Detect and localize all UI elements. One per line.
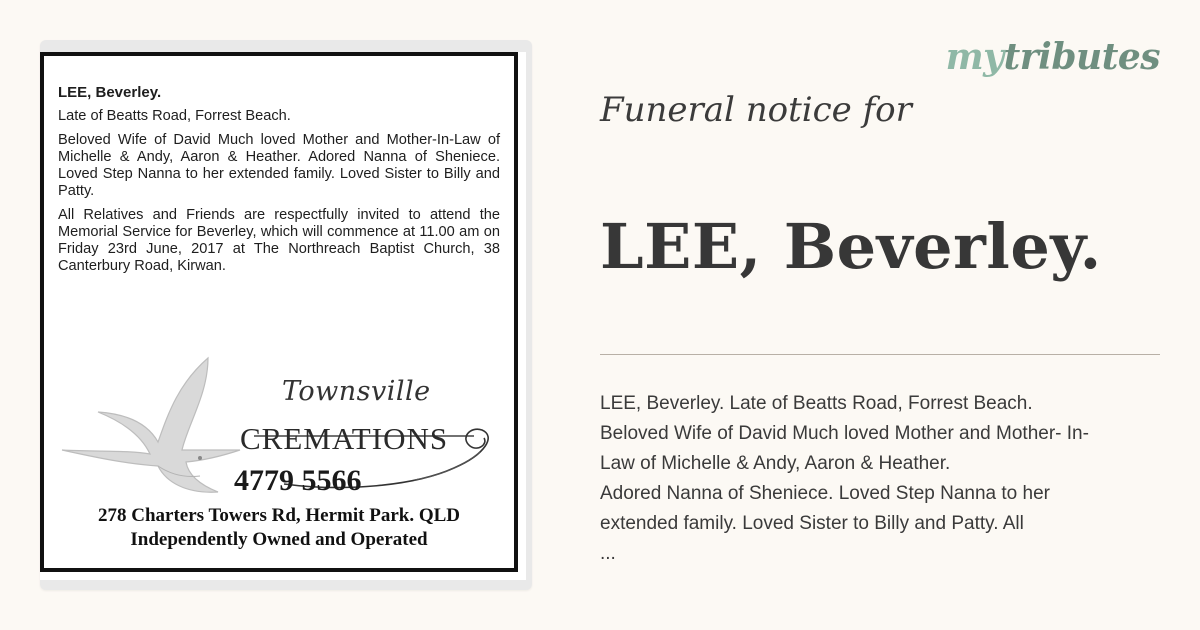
notice-excerpt [600, 389, 1180, 569]
divider [600, 354, 1160, 355]
funeral-home-tagline: Independently Owned and Operated [130, 529, 428, 550]
dove-icon [58, 354, 248, 504]
excerpt-line: extended family. Loved Sister to Billy and Patty. All [600, 513, 1024, 534]
notice-border [40, 52, 518, 572]
excerpt-line: Beloved Wife of David Much loved Mother and Mother- In- [600, 423, 1089, 444]
funeral-home-name-line2: CREMATIONS [240, 421, 449, 456]
notice-text-block [58, 84, 500, 282]
excerpt-ellipsis: ... [600, 543, 616, 564]
excerpt-line: LEE, Beverley. Late of Beatts Road, Forrest Beach. [600, 393, 1033, 414]
mytributes-logo[interactable] [946, 36, 1160, 78]
logo-my: my [945, 36, 1004, 78]
notice-image-card [40, 40, 532, 590]
excerpt-line: Adored Nanna of Sheniece. Loved Step Nanna to her [600, 483, 1050, 504]
funeral-home-address: 278 Charters Towers Rd, Hermit Park. QLD [97, 505, 461, 526]
notice-name: LEE, Beverley. [58, 84, 162, 101]
funeral-home-address-block [44, 504, 514, 552]
logo-tributes: tributes [1003, 36, 1160, 78]
funeral-home-name-line1: Townsville [282, 376, 431, 407]
funeral-home-phone: 4779 5566 [234, 464, 362, 497]
deceased-name: LEE, Beverley. [600, 210, 1102, 283]
page-subtitle: Funeral notice for [600, 90, 912, 130]
excerpt-line: Law of Michelle & Andy, Aaron & Heather. [600, 453, 951, 474]
newspaper-notice [40, 52, 526, 580]
notice-residence: Late of Beatts Road, Forrest Beach. [58, 108, 291, 124]
notice-family: Beloved Wife of David Much loved Mother and Mother-In-Law of Michelle & Andy, Aaron & Heather. Adored Nanna of Sheniece. Loved Step Nanna to her extended family. Loved Sister to Billy and Patty. [58, 132, 500, 199]
notice-service: All Relatives and Friends are respectfully invited to attend the Memorial Service for Beverley, which will commence at 11.00 am on Friday 23rd June, 2017 at The Northreach Baptist Church, 38 Canterbury Road, Kirwan. [58, 207, 500, 274]
